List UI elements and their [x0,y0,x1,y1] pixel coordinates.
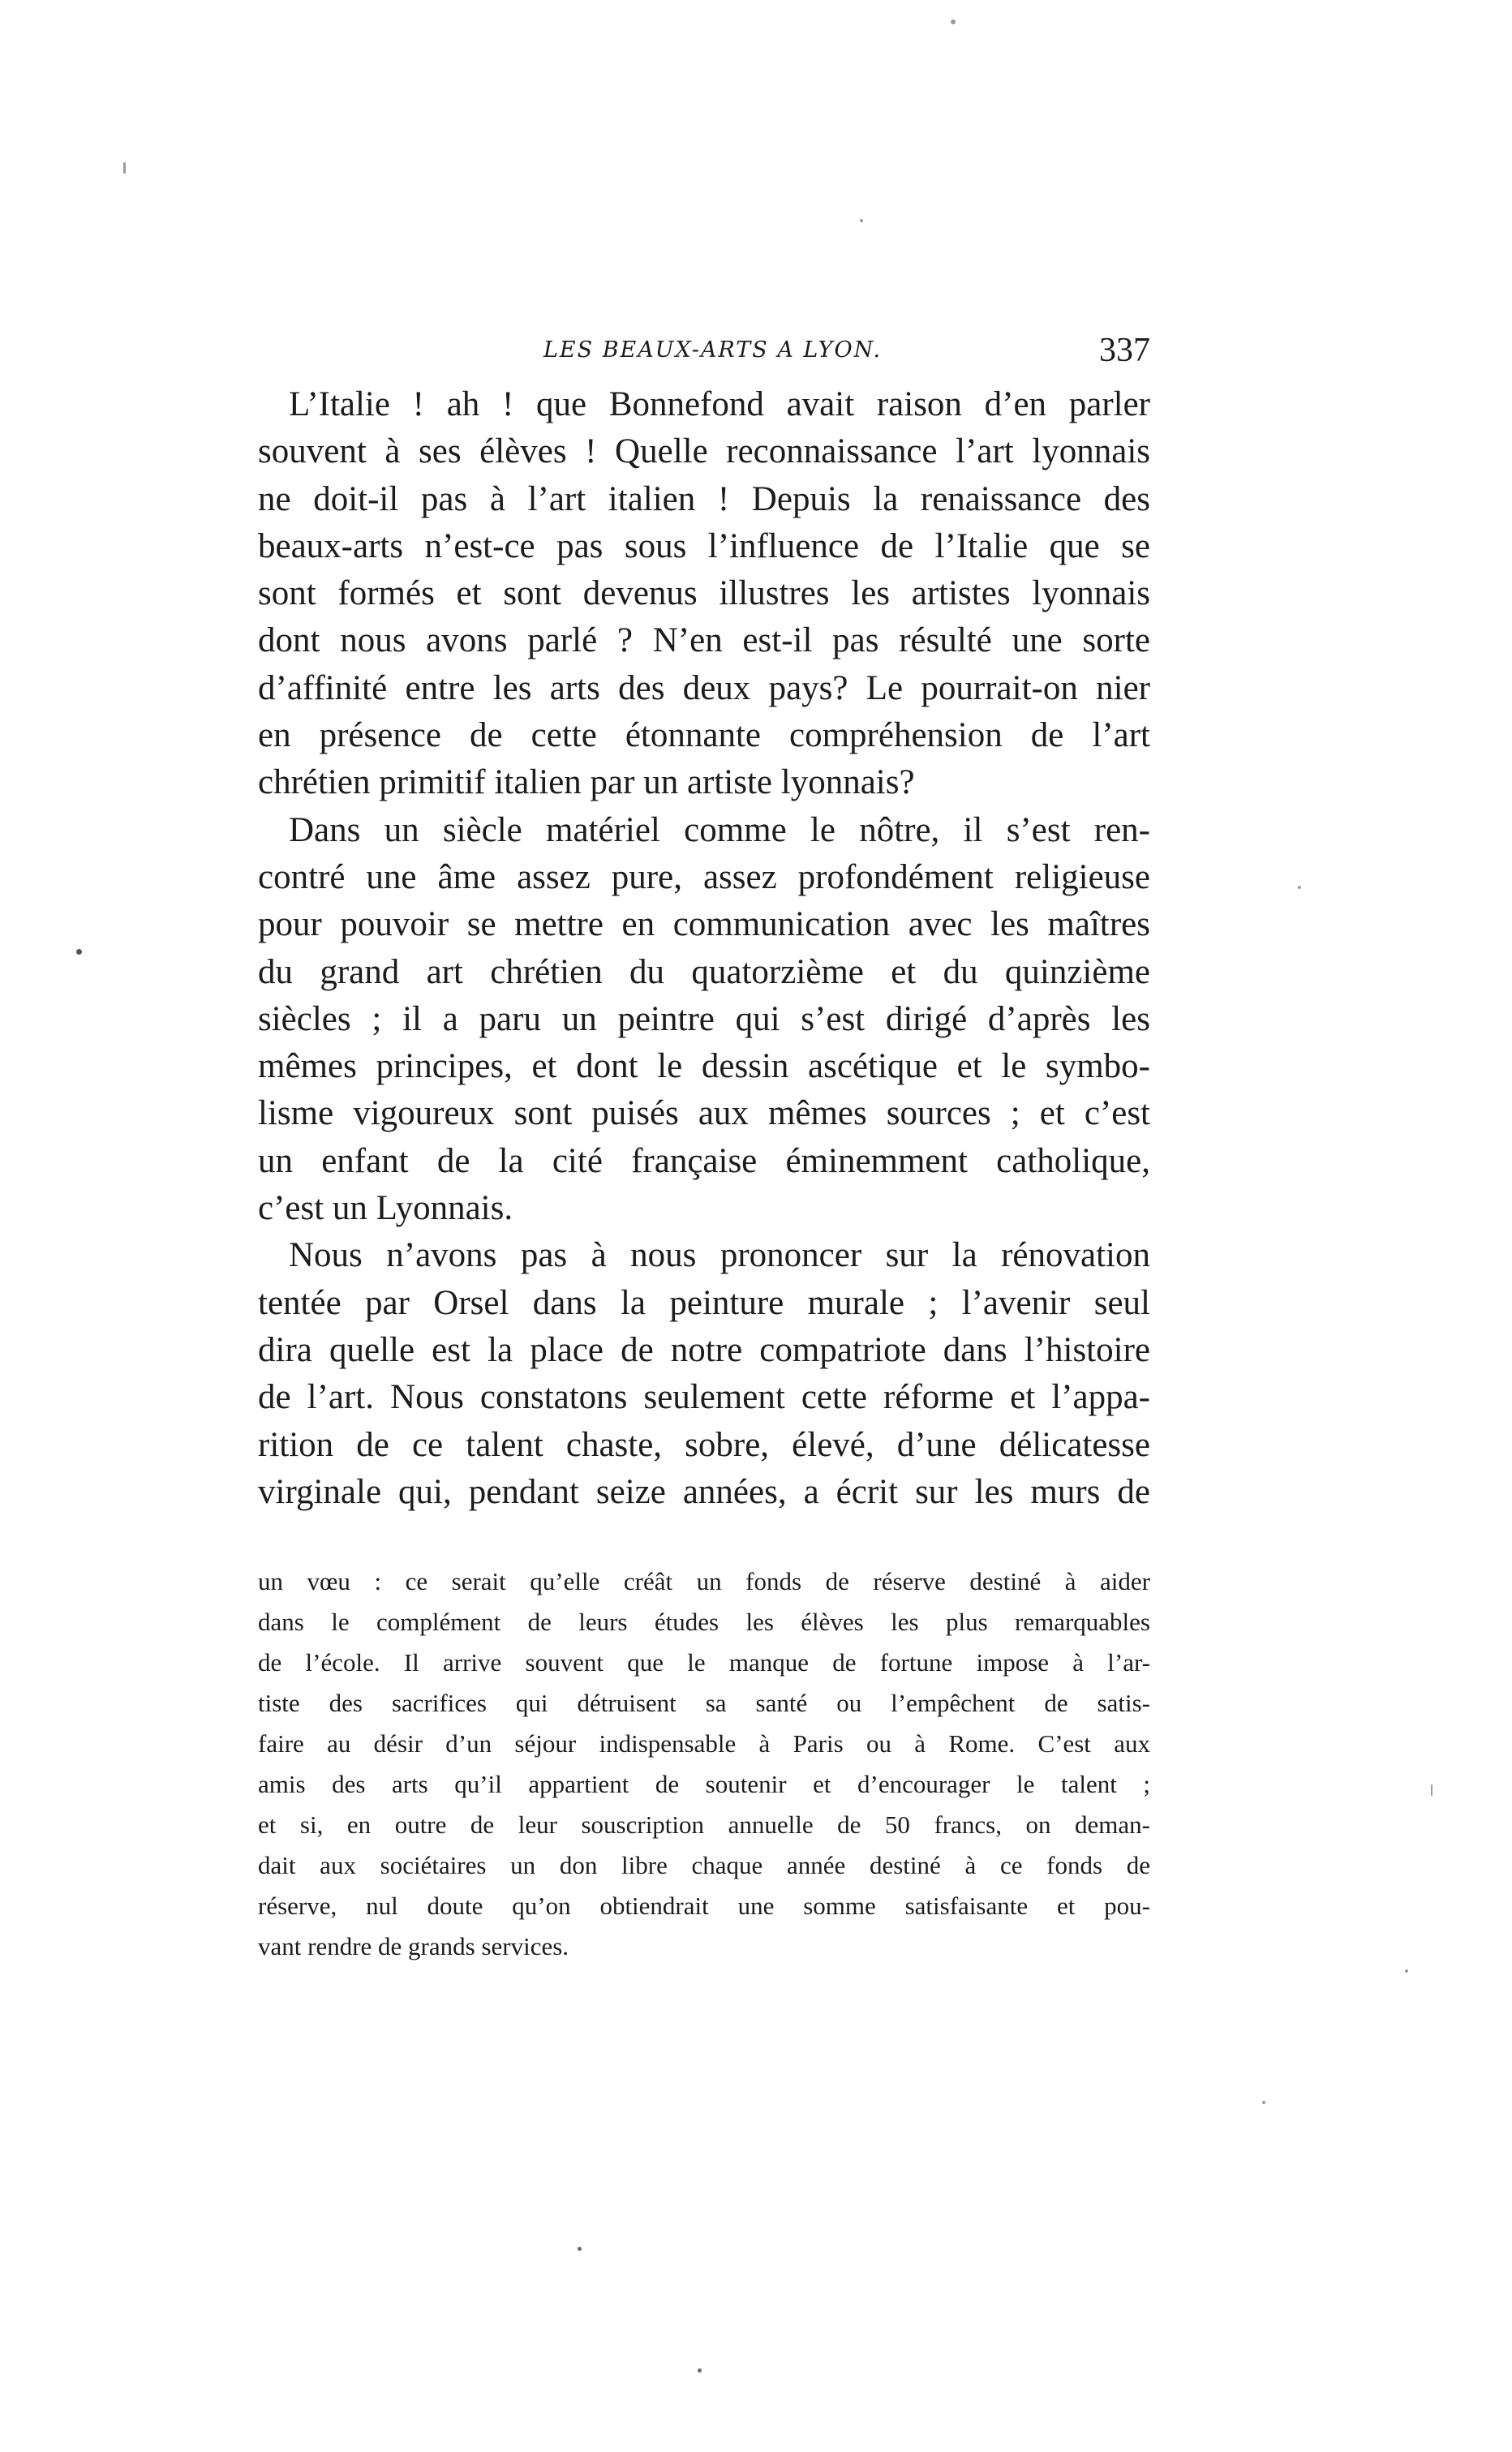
text-line: en présence de cette étonnante compréhension de l’art [258,716,1150,755]
text-line: Dans un siècle matériel comme le nôtre, il s’est ren- [289,810,1150,849]
scan-speck [578,2247,582,2251]
footnote-line: tiste des sacrifices qui détruisent sa santé ou l’empêchent de satis- [258,1689,1150,1717]
text-line: de l’art. Nous constatons seulement cette réforme et l’appa- [258,1378,1150,1417]
scan-speck [1405,1969,1408,1973]
text-line: un enfant de la cité française éminemment catholique, [258,1141,1150,1180]
footnote-line: de l’école. Il arrive souvent que le manque de fortune impose à l’ar- [258,1648,1150,1677]
text-line: ne doit-il pas à l’art italien ! Depuis la renaissance des [258,479,1150,518]
text-line: tentée par Orsel dans la peinture murale ; l’avenir seul [258,1283,1150,1322]
page-header [258,331,1150,380]
main-text [258,381,1150,1516]
footnote-line: un vœu : ce serait qu’elle créât un fonds de réserve destiné à aider [258,1567,1150,1595]
running-title: LES BEAUX-ARTS A LYON. [543,337,883,363]
page-number: 337 [1099,332,1150,369]
footnote-line: réserve, nul doute qu’on obtiendrait une somme satisfaisante et pou- [258,1892,1150,1920]
text-line: dont nous avons parlé ? N’en est-il pas résulté une sorte [258,621,1150,660]
scan-speck [698,2368,702,2373]
scan-speck [1431,1784,1433,1796]
footnote-line: dait aux sociétaires un don libre chaque année destiné à ce fonds de [258,1851,1150,1879]
text-line: pour pouvoir se mettre en communication avec les maîtres [258,905,1150,944]
footnote-line: amis des arts qu’il appartient de soutenir et d’encourager le talent ; [258,1770,1150,1798]
text-line: contré une âme assez pure, assez profondément religieuse [258,857,1150,896]
scan-speck [860,219,863,222]
text-line: souvent à ses élèves ! Quelle reconnaissance l’art lyonnais [258,432,1150,471]
text-line: du grand art chrétien du quatorzième et du quinzième [258,952,1150,991]
text-line: chrétien primitif italien par un artiste lyonnais? [258,763,915,802]
scan-speck [76,949,82,955]
text-line: rition de ce talent chaste, sobre, élevé, d’une délicatesse [258,1425,1150,1464]
text-line: siècles ; il a paru un peintre qui s’est dirigé d’après les [258,999,1150,1038]
text-line: lisme vigoureux sont puisés aux mêmes sources ; et c’est [258,1094,1150,1133]
scan-speck [1298,886,1301,889]
footnote-line: et si, en outre de leur souscription annuelle de 50 francs, on deman- [258,1810,1150,1839]
scan-speck [1262,2101,1265,2104]
scan-speck [123,162,126,174]
text-line: dira quelle est la place de notre compatriote dans l’histoire [258,1330,1150,1369]
footnote-line: faire au désir d’un séjour indispensable à Paris ou à Rome. C’est aux [258,1729,1150,1758]
scan-speck [951,19,956,24]
text-line: virginale qui, pendant seize années, a écrit sur les murs de [258,1472,1150,1511]
text-line: Nous n’avons pas à nous prononcer sur la rénovation [289,1236,1150,1275]
text-line: d’affinité entre les arts des deux pays? Le pourrait-on nier [258,668,1150,707]
footnote-line: vant rendre de grands services. [258,1932,569,1960]
footnote [258,1561,1150,1967]
text-line: L’Italie ! ah ! que Bonnefond avait raison d’en parler [289,385,1150,423]
text-line: beaux-arts n’est-ce pas sous l’influence de l’Italie que se [258,526,1150,565]
text-line: sont formés et sont devenus illustres les artistes lyonnais [258,574,1150,613]
footnote-line: dans le complément de leurs études les élèves les plus remarquables [258,1608,1150,1636]
text-line: c’est un Lyonnais. [258,1189,513,1228]
text-line: mêmes principes, et dont le dessin ascétique et le symbo- [258,1047,1150,1086]
